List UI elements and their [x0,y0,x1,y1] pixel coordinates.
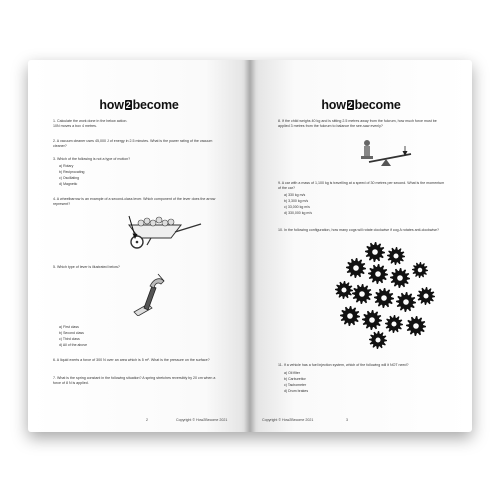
cog-hub [341,287,346,292]
open-book [28,60,472,432]
question-1 [53,119,221,129]
cog-hub [413,323,419,329]
question-5: 5. Which type of lever is illustrated below? [53,265,120,269]
right-copyright: Copyright © How2Become 2021 [262,418,314,422]
cog-hub [403,299,409,305]
question-9-option-a: a) 330 kg m/s [284,193,306,197]
brand-logo: how 2 become [321,98,401,112]
question-11-option-b: b) Carburettor [284,377,306,381]
question-5-option-a: a) First class [59,325,79,329]
wheelbarrow-illustration [123,212,205,250]
question-9-option-b: b) 3,300 kg m/s [284,199,309,203]
left-copyright: Copyright © How2Become 2021 [176,418,228,422]
question-7: 7. What is the spring constant in the following situation? A spring stretches reversibly by 20 cm when a force of 8 N is applied. [53,376,216,385]
question-5-option-d: d) All of the above [59,343,88,347]
cog-hub [391,321,396,326]
cog-hub [347,313,353,319]
question-3-option-b: b) Reciprocating [59,170,85,174]
question-1-line-2: 10N moves a box 4 metres. [53,124,97,128]
question-4: 4. A wheelbarrow is an example of a second-class lever. Which component of the lever does the arrow represent? [53,197,216,206]
question-9: 9. A car with a mass of 1,100 kg is travelling at a speed of 30 metres per second. What is the momentum of the car? [278,181,445,190]
left-page [28,60,250,432]
cog-hub [375,337,380,342]
question-9-option-c: c) 33,000 kg m/s [284,205,310,209]
question-3-option-d: d) Magnetic [59,182,78,186]
cogs-illustration [330,240,440,352]
question-3-option-c: c) Oscillating [59,176,80,180]
question-3-option-a: a) Rotary [59,164,74,168]
cog-hub [393,253,398,258]
question-6: 6. A liquid exerts a force of 300 N over an area which is 5 m². What is the pressure on the surface? [53,358,210,362]
see-saw-illustration [355,136,415,168]
left-page-number: 2 [146,418,148,422]
question-5-option-b: b) Second class [59,331,84,335]
question-11-option-a: a) Oil filter [284,371,300,375]
cog-hub [397,275,403,281]
cog-hub [353,265,359,271]
question-8: 8. If the child weighs 40 kg and is sitting 2.5 metres away from the fulcrum, how much force must be applied 3 metres from the fulcrum to balance the see-saw evenly? [278,119,437,128]
cog-hub [418,268,422,272]
question-3: 3. Which of the following is not a type of motion? [53,157,131,161]
cog-hub [372,249,378,255]
cog-hub [359,291,365,297]
cog-hub [381,295,387,301]
question-11-option-c: c) Tachometer [284,383,307,387]
cog-hub [375,271,381,277]
cog-hub [369,317,375,323]
lever-tool-illustration [128,272,168,316]
cog-hub [423,293,428,298]
question-11-option-d: d) Drum brakes [284,389,309,393]
question-5-option-c: c) Third class [59,337,80,341]
book-spine [244,60,256,432]
right-page-number: 3 [346,418,348,422]
question-2: 2. A vacuum cleaner uses 45,000 J of energy in 2.5 minutes. What is the power rating of the vacuum cleaner? [53,139,213,148]
question-10: 10. In the following configuration, how many cogs will rotate clockwise if cog A rotates anti-clockwise? [278,228,439,232]
question-9-option-d: d) 330,000 kg m/s [284,211,313,215]
question-1-line-1: 1. Calculate the work done in the below action. [53,119,128,123]
question-11: 11. If a vehicle has a fuel injection system, which of the following will it NOT need? [278,363,409,367]
brand-logo: how 2 become [99,98,179,112]
right-page [250,60,472,432]
